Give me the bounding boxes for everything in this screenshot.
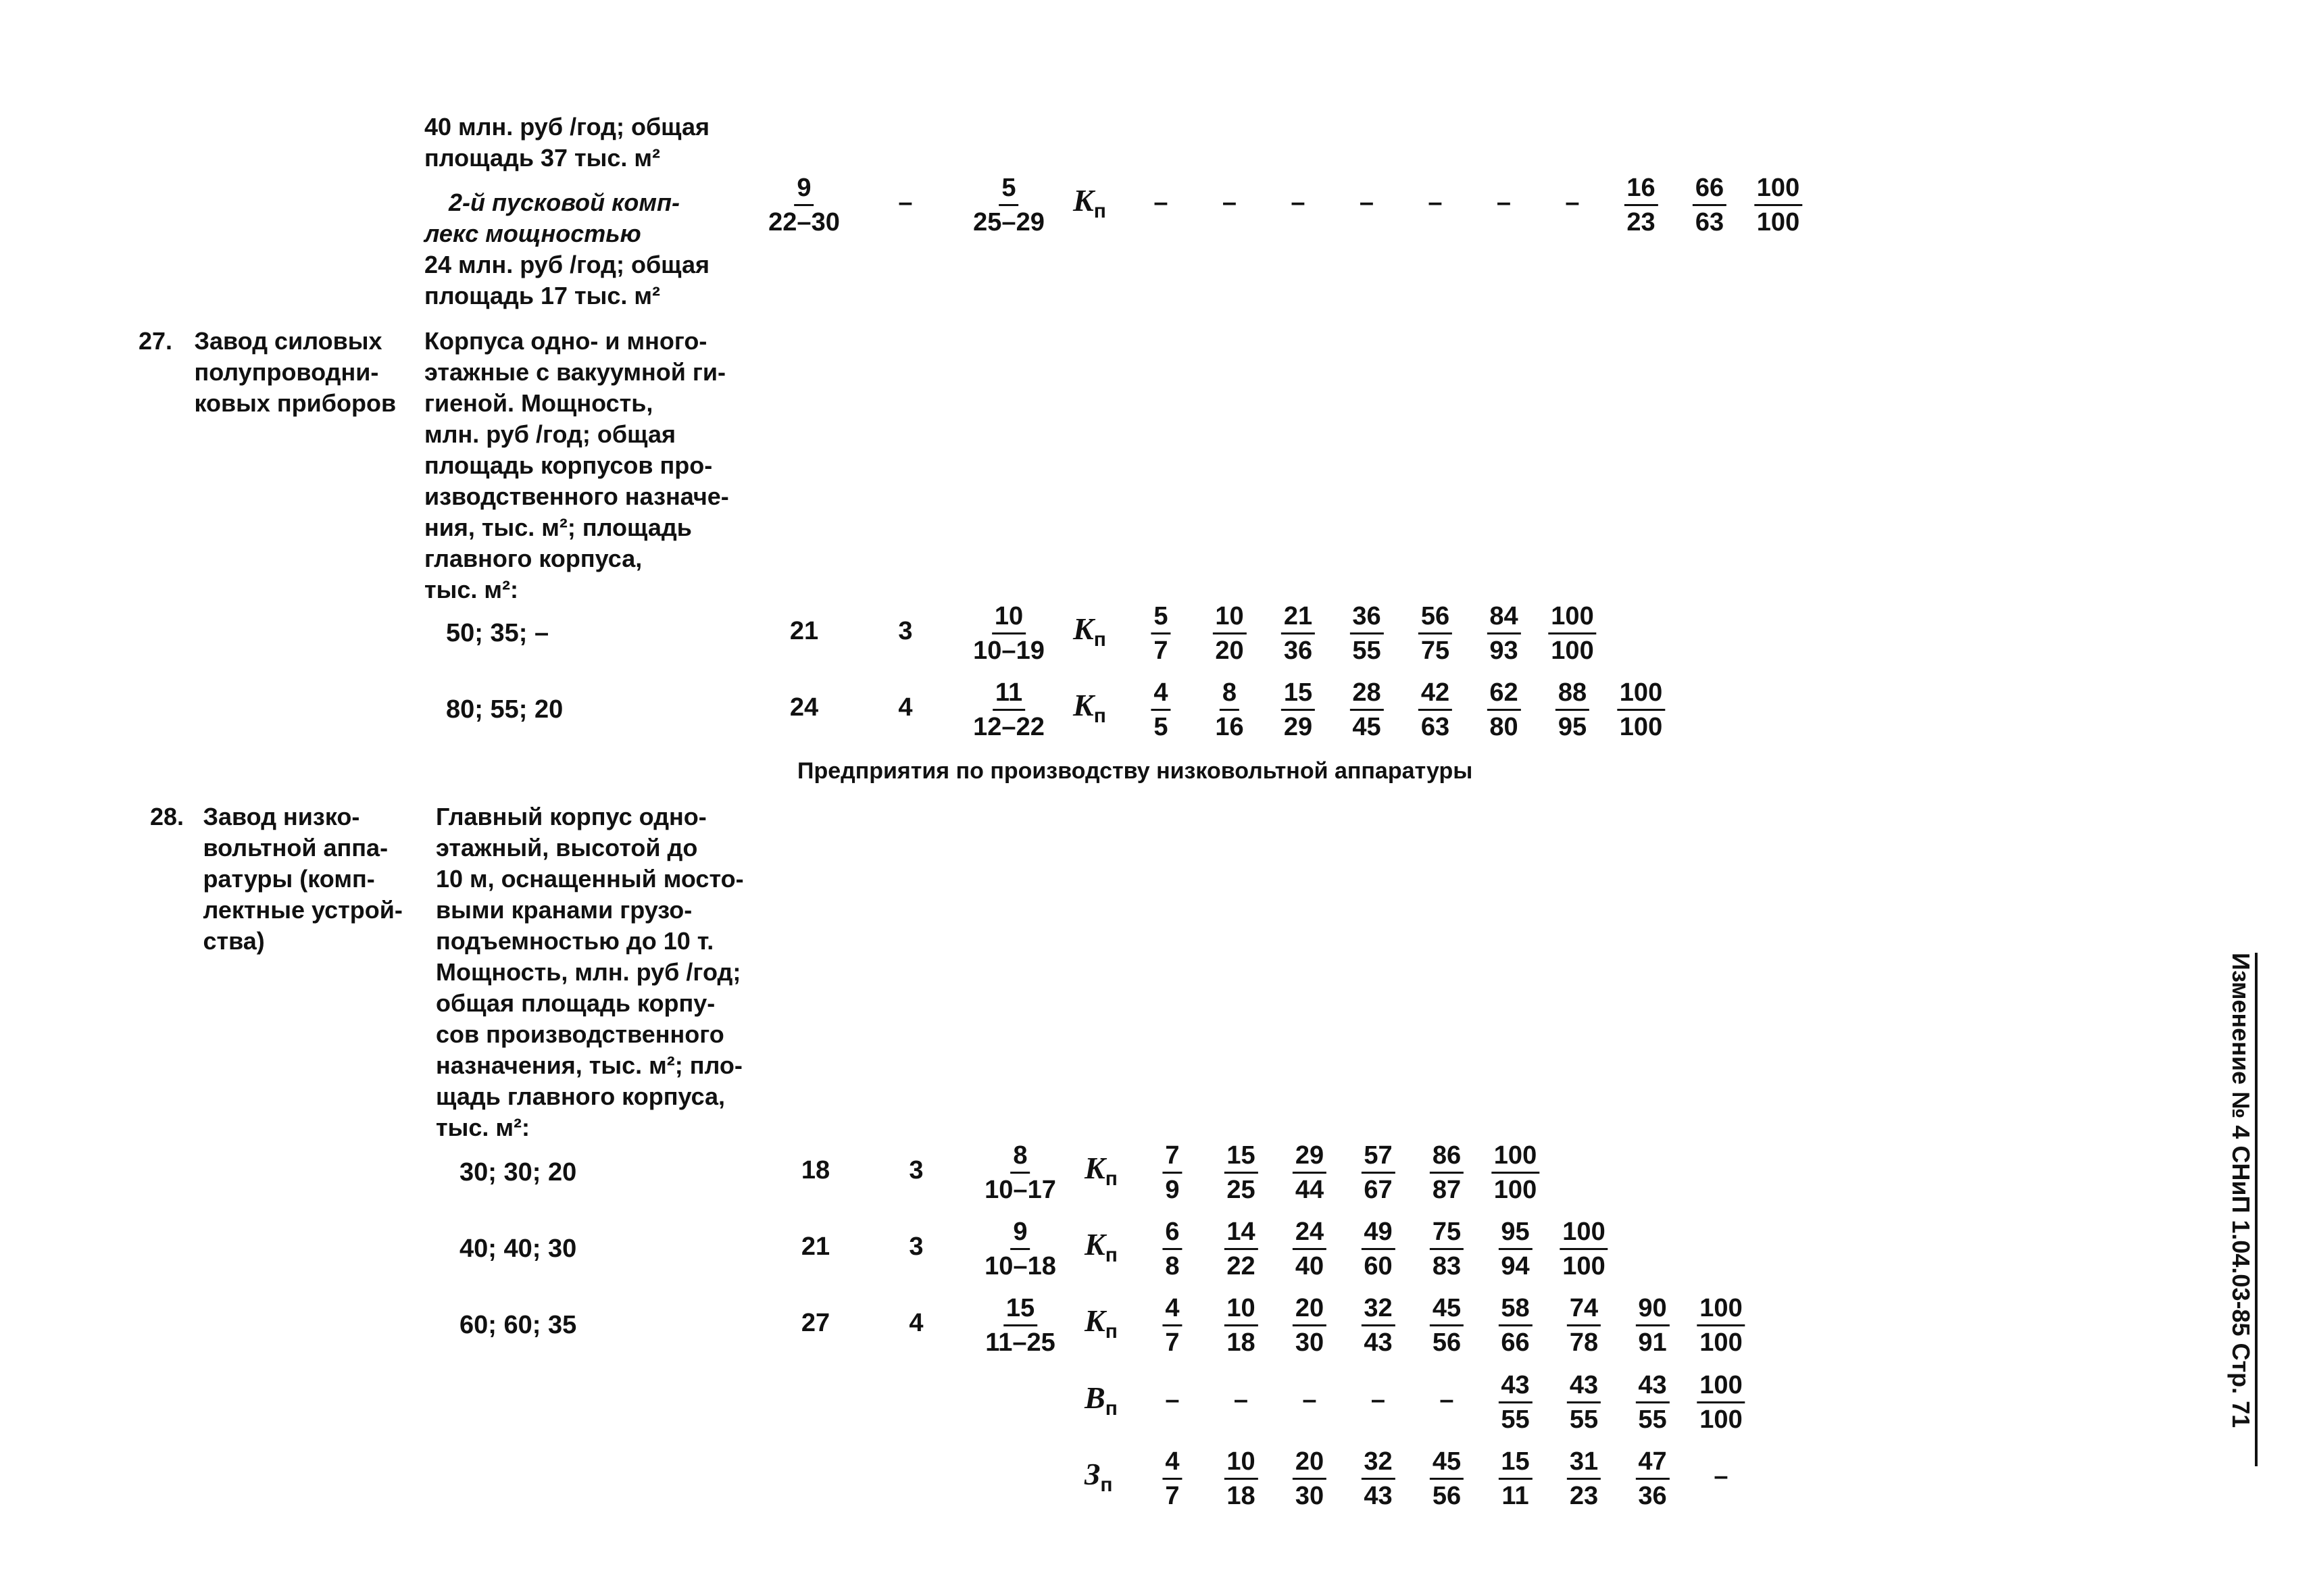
item-28-block — [150, 801, 403, 957]
denominator: 7 — [1153, 637, 1168, 665]
item-28-description — [436, 801, 744, 1143]
denominator: 56 — [1432, 1328, 1462, 1357]
numerator: 14 — [1224, 1218, 1258, 1250]
col-duration — [982, 1142, 1059, 1203]
month-value: – — [1359, 189, 1374, 217]
month-value — [1567, 1372, 1601, 1433]
denominator: 100 — [1619, 713, 1663, 741]
denominator: 100 — [1756, 208, 1800, 236]
denominator: 20 — [1215, 637, 1244, 665]
month-value — [1567, 1295, 1601, 1356]
text-line: Мощность, млн. руб /год; — [436, 958, 741, 986]
text-line: площадь корпусов про- — [424, 451, 713, 479]
denominator: 29 — [1283, 713, 1313, 741]
denominator: 87 — [1432, 1176, 1462, 1204]
row-label: 50; 35; – — [446, 619, 549, 647]
numerator: 100 — [1617, 679, 1665, 711]
month-value — [1430, 1218, 1464, 1280]
month-value — [1567, 1448, 1601, 1510]
coefficient-subscript: п — [1093, 200, 1106, 223]
numerator: 8 — [1010, 1142, 1030, 1174]
month-value: – — [1302, 1386, 1317, 1414]
coefficient-symbol: K — [1085, 1151, 1105, 1185]
coefficient-symbol: З — [1085, 1457, 1101, 1491]
coefficient-label — [1085, 1150, 1118, 1191]
text-line: Корпуса одно- и много- — [424, 327, 707, 355]
month-value — [1349, 603, 1383, 664]
month-value — [1418, 679, 1452, 741]
col-duration — [970, 174, 1047, 236]
denominator: 67 — [1364, 1176, 1393, 1204]
denominator: 36 — [1283, 637, 1313, 665]
complex2-description — [424, 187, 710, 311]
denominator: 95 — [1558, 713, 1587, 741]
coefficient-symbol: K — [1073, 688, 1094, 722]
text-line: лекс мощностью — [424, 220, 641, 247]
section-heading: Предприятия по производству низковольтной аппаратуры — [797, 758, 1473, 784]
denominator: 55 — [1352, 637, 1381, 665]
col-stages: 3 — [909, 1232, 924, 1261]
denominator: 100 — [1493, 1176, 1537, 1204]
coefficient-label — [1073, 182, 1106, 223]
numerator: 88 — [1555, 679, 1589, 711]
numerator: 16 — [1624, 174, 1658, 206]
text-line: главного корпуса, — [424, 545, 643, 572]
denominator: 45 — [1352, 713, 1381, 741]
coefficient-subscript: п — [1093, 705, 1106, 728]
col-stages: 4 — [898, 693, 913, 722]
text-line: ковых приборов — [194, 389, 397, 417]
denominator: 22–30 — [768, 208, 840, 236]
col-workers: 21 — [801, 1232, 830, 1261]
month-value — [1224, 1448, 1258, 1510]
text-line: сов производственного — [436, 1020, 724, 1048]
col-duration — [970, 679, 1047, 741]
row-label: 80; 55; 20 — [446, 695, 564, 724]
text-line: ства) — [203, 927, 265, 955]
denominator: 100 — [1699, 1405, 1743, 1434]
denominator: 22 — [1226, 1252, 1255, 1280]
text-line: этажный, высотой до — [436, 834, 698, 862]
denominator: 44 — [1295, 1176, 1324, 1204]
numerator: 15 — [1498, 1448, 1532, 1480]
month-value — [1212, 603, 1246, 664]
col-duration — [982, 1295, 1058, 1356]
item-27-block — [139, 326, 396, 419]
denominator: 60 — [1364, 1252, 1393, 1280]
coefficient-label — [1085, 1226, 1118, 1267]
denominator: 23 — [1569, 1482, 1599, 1510]
numerator: 32 — [1361, 1448, 1395, 1480]
denominator: 23 — [1626, 208, 1656, 236]
numerator: 4 — [1162, 1448, 1182, 1480]
col-workers: 27 — [801, 1309, 830, 1337]
numerator: 100 — [1697, 1295, 1745, 1326]
denominator: 55 — [1638, 1405, 1667, 1434]
numerator: 31 — [1567, 1448, 1601, 1480]
month-value — [1560, 1218, 1608, 1280]
denominator: 80 — [1489, 713, 1518, 741]
month-value — [1293, 1295, 1326, 1356]
numerator: 4 — [1162, 1295, 1182, 1326]
numerator: 36 — [1349, 603, 1383, 634]
text-line: гиеной. Мощность, — [424, 389, 653, 417]
month-value — [1418, 603, 1452, 664]
month-value — [1487, 603, 1520, 664]
denominator: 100 — [1562, 1252, 1605, 1280]
month-value — [1635, 1295, 1669, 1356]
coefficient-subscript: п — [1100, 1474, 1113, 1497]
denominator: 94 — [1501, 1252, 1530, 1280]
side-rule — [2255, 953, 2258, 1466]
top-fragment — [424, 111, 710, 174]
text-line: вольтной аппа- — [203, 834, 389, 862]
denominator: 55 — [1569, 1405, 1599, 1434]
text-line: общая площадь корпу- — [436, 989, 716, 1017]
denominator: 100 — [1551, 637, 1594, 665]
denominator: 78 — [1569, 1328, 1599, 1357]
coefficient-subscript: п — [1105, 1168, 1118, 1191]
text-line: 2-й пусковой комп- — [449, 189, 680, 216]
month-value — [1548, 603, 1596, 664]
denominator: 66 — [1501, 1328, 1530, 1357]
text-line: подъемностью до 10 т. — [436, 927, 714, 955]
denominator: 10–18 — [985, 1252, 1056, 1280]
numerator: 49 — [1361, 1218, 1395, 1250]
denominator: 7 — [1165, 1328, 1180, 1357]
text-line: ратуры (комп- — [203, 865, 375, 893]
month-value: – — [1291, 189, 1305, 217]
row-label: 30; 30; 20 — [459, 1158, 577, 1187]
row-label: 40; 40; 30 — [459, 1235, 577, 1263]
numerator: 100 — [1491, 1142, 1539, 1174]
month-value — [1624, 174, 1658, 236]
month-value — [1361, 1448, 1395, 1510]
numerator: 45 — [1430, 1295, 1464, 1326]
denominator: 83 — [1432, 1252, 1462, 1280]
month-value: – — [1370, 1386, 1386, 1414]
coefficient-label — [1085, 1303, 1118, 1343]
text-line: тыс. м²: — [424, 576, 519, 603]
side-caption-text: Изменение № 4 СНиП 1.04.03-85 Стр. 71 — [2227, 953, 2255, 1428]
coefficient-label — [1085, 1456, 1113, 1497]
month-value — [1498, 1372, 1532, 1433]
denominator: 55 — [1501, 1405, 1530, 1434]
numerator: 57 — [1361, 1142, 1395, 1174]
month-value — [1293, 1142, 1326, 1203]
coefficient-subscript: п — [1105, 1244, 1118, 1267]
col-duration — [970, 603, 1047, 664]
denominator: 63 — [1420, 713, 1450, 741]
month-value — [1361, 1295, 1395, 1356]
month-value — [1293, 1448, 1326, 1510]
col-workers — [766, 174, 843, 236]
text-line: тыс. м²: — [436, 1114, 530, 1141]
denominator: 91 — [1638, 1328, 1667, 1357]
numerator: 8 — [1220, 679, 1239, 711]
month-value — [1635, 1372, 1669, 1433]
denominator: 93 — [1489, 637, 1518, 665]
col-stages: 3 — [909, 1156, 924, 1184]
month-value — [1224, 1218, 1258, 1280]
numerator: 66 — [1693, 174, 1726, 206]
numerator: 100 — [1697, 1372, 1745, 1403]
numerator: 15 — [1003, 1295, 1037, 1326]
numerator: 58 — [1498, 1295, 1532, 1326]
month-value — [1693, 174, 1726, 236]
numerator: 28 — [1349, 679, 1383, 711]
month-value — [1430, 1295, 1464, 1356]
month-value — [1487, 679, 1520, 741]
denominator: 7 — [1165, 1482, 1180, 1510]
denominator: 5 — [1153, 713, 1168, 741]
numerator: 15 — [1224, 1142, 1258, 1174]
numerator: 47 — [1635, 1448, 1669, 1480]
coefficient-symbol: K — [1085, 1303, 1105, 1338]
item-number: 27. — [139, 327, 173, 355]
denominator: 16 — [1215, 713, 1244, 741]
numerator: 5 — [1151, 603, 1170, 634]
numerator: 10 — [992, 603, 1026, 634]
numerator: 15 — [1281, 679, 1315, 711]
month-value — [1430, 1448, 1464, 1510]
col-stages: – — [898, 189, 913, 217]
month-value: – — [1439, 1386, 1454, 1414]
numerator: 86 — [1430, 1142, 1464, 1174]
denominator: 75 — [1420, 637, 1450, 665]
month-value — [1498, 1448, 1532, 1510]
numerator: 9 — [1010, 1218, 1030, 1250]
numerator: 10 — [1224, 1448, 1258, 1480]
row-label: 60; 60; 35 — [459, 1311, 577, 1339]
numerator: 11 — [993, 679, 1025, 711]
text-line: изводственного назначе- — [424, 482, 729, 510]
denominator: 11 — [1501, 1482, 1529, 1510]
denominator: 25 — [1226, 1176, 1255, 1204]
item-name — [194, 326, 396, 419]
denominator: 100 — [1699, 1328, 1743, 1357]
denominator: 40 — [1295, 1252, 1324, 1280]
month-value — [1293, 1218, 1326, 1280]
text-line: щадь главного корпуса, — [436, 1082, 726, 1110]
numerator: 32 — [1361, 1295, 1395, 1326]
denominator: 30 — [1295, 1482, 1324, 1510]
denominator: 10–17 — [985, 1176, 1056, 1204]
numerator: 21 — [1281, 603, 1315, 634]
numerator: 20 — [1293, 1448, 1326, 1480]
col-workers: 18 — [801, 1156, 830, 1184]
coefficient-label — [1073, 611, 1106, 651]
denominator: 63 — [1695, 208, 1724, 236]
month-value — [1430, 1142, 1464, 1203]
text-line: 10 м, оснащенный мосто- — [436, 865, 744, 893]
text-line: площадь 17 тыс. м² — [424, 282, 661, 309]
month-value — [1361, 1142, 1395, 1203]
month-value: – — [1233, 1386, 1249, 1414]
numerator: 4 — [1151, 679, 1170, 711]
numerator: 100 — [1548, 603, 1596, 634]
denominator: 30 — [1295, 1328, 1324, 1357]
denominator: 9 — [1165, 1176, 1180, 1204]
coefficient-subscript: п — [1105, 1397, 1118, 1420]
text-line: 40 млн. руб /год; общая — [424, 113, 710, 141]
month-value: – — [1165, 1386, 1180, 1414]
month-value — [1224, 1295, 1258, 1356]
item-27-description — [424, 326, 729, 605]
denominator: 11–25 — [985, 1328, 1055, 1357]
col-workers: 21 — [789, 617, 819, 645]
coefficient-symbol: K — [1073, 612, 1094, 646]
month-value — [1162, 1142, 1182, 1203]
item-number: 28. — [150, 803, 184, 830]
numerator: 84 — [1487, 603, 1520, 634]
month-value — [1498, 1218, 1532, 1280]
numerator: 43 — [1567, 1372, 1601, 1403]
text-line: полупроводни- — [194, 358, 379, 386]
numerator: 95 — [1498, 1218, 1532, 1250]
month-value — [1635, 1448, 1669, 1510]
denominator: 18 — [1226, 1482, 1255, 1510]
month-value — [1617, 679, 1665, 741]
numerator: 74 — [1567, 1295, 1601, 1326]
denominator: 56 — [1432, 1482, 1462, 1510]
numerator: 100 — [1754, 174, 1802, 206]
numerator: 100 — [1560, 1218, 1608, 1250]
item-name — [203, 801, 402, 957]
coefficient-symbol: K — [1085, 1227, 1105, 1262]
numerator: 6 — [1162, 1218, 1182, 1250]
numerator: 90 — [1635, 1295, 1669, 1326]
denominator: 12–22 — [973, 713, 1045, 741]
month-value: – — [1496, 189, 1512, 217]
col-workers: 24 — [789, 693, 819, 722]
numerator: 10 — [1212, 603, 1246, 634]
denominator: 36 — [1638, 1482, 1667, 1510]
numerator: 43 — [1498, 1372, 1532, 1403]
month-value — [1361, 1218, 1395, 1280]
numerator: 43 — [1635, 1372, 1669, 1403]
month-value — [1349, 679, 1383, 741]
numerator: 42 — [1418, 679, 1452, 711]
month-value — [1697, 1295, 1745, 1356]
month-value: – — [1153, 189, 1168, 217]
month-value — [1281, 603, 1315, 664]
numerator: 62 — [1487, 679, 1520, 711]
numerator: 7 — [1162, 1142, 1182, 1174]
numerator: 9 — [794, 174, 814, 206]
text-line: выми кранами грузо- — [436, 896, 693, 924]
numerator: 5 — [999, 174, 1018, 206]
month-value — [1491, 1142, 1539, 1203]
text-line: назначения, тыс. м²; пло- — [436, 1051, 743, 1079]
month-value — [1697, 1372, 1745, 1433]
denominator: 43 — [1364, 1328, 1393, 1357]
coefficient-symbol: B — [1085, 1380, 1105, 1415]
denominator: 8 — [1165, 1252, 1180, 1280]
numerator: 29 — [1293, 1142, 1326, 1174]
coefficient-subscript: п — [1105, 1320, 1118, 1343]
numerator: 10 — [1224, 1295, 1258, 1326]
month-value: – — [1222, 189, 1237, 217]
col-duration — [982, 1218, 1059, 1280]
text-line: Завод силовых — [194, 327, 382, 355]
month-value — [1162, 1218, 1182, 1280]
numerator: 24 — [1293, 1218, 1326, 1250]
numerator: 45 — [1430, 1448, 1464, 1480]
month-value — [1555, 679, 1589, 741]
coefficient-label — [1085, 1380, 1118, 1420]
denominator: 25–29 — [973, 208, 1045, 236]
month-value — [1754, 174, 1802, 236]
text-line: ния, тыс. м²; площадь — [424, 514, 692, 541]
month-value — [1162, 1295, 1182, 1356]
month-value — [1498, 1295, 1532, 1356]
coefficient-symbol: K — [1073, 183, 1094, 218]
side-caption — [2226, 953, 2267, 1493]
numerator: 20 — [1293, 1295, 1326, 1326]
text-line: площадь 37 тыс. м² — [424, 144, 661, 172]
month-value — [1281, 679, 1315, 741]
coefficient-subscript: п — [1093, 628, 1106, 651]
denominator: 10–19 — [973, 637, 1045, 665]
text-line: млн. руб /год; общая — [424, 420, 676, 448]
month-value: – — [1714, 1462, 1728, 1491]
coefficient-label — [1073, 687, 1106, 728]
denominator: 43 — [1364, 1482, 1393, 1510]
month-value: – — [1428, 189, 1443, 217]
text-line: Завод низко- — [203, 803, 360, 830]
month-value — [1151, 679, 1170, 741]
text-line: 24 млн. руб /год; общая — [424, 251, 710, 278]
month-value — [1224, 1142, 1258, 1203]
numerator: 56 — [1418, 603, 1452, 634]
denominator: 18 — [1226, 1328, 1255, 1357]
month-value — [1151, 603, 1170, 664]
col-stages: 4 — [909, 1309, 924, 1337]
month-value: – — [1565, 189, 1580, 217]
month-value — [1162, 1448, 1182, 1510]
text-line: этажные с вакуумной ги- — [424, 358, 726, 386]
text-line: Главный корпус одно- — [436, 803, 707, 830]
numerator: 75 — [1430, 1218, 1464, 1250]
text-line: лектные устрой- — [203, 896, 403, 924]
month-value — [1212, 679, 1246, 741]
col-stages: 3 — [898, 617, 913, 645]
